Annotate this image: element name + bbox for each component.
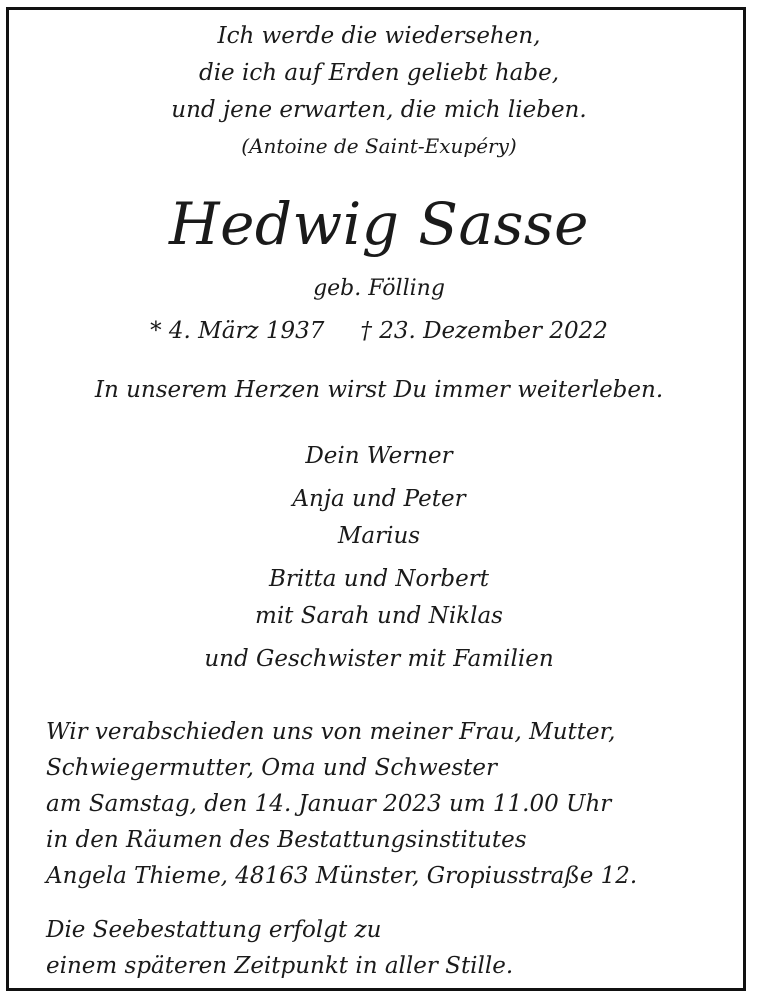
- birth-date: * 4. März 1937: [150, 318, 325, 344]
- mourner-group: [0, 561, 758, 635]
- service-line: Schwiegermutter, Oma und Schwester: [46, 755, 497, 781]
- mourner-line: Marius: [337, 523, 421, 549]
- motto: In unserem Herzen wirst Du immer weiterleben.: [94, 377, 664, 403]
- burial-line: Die Seebestattung erfolgt zu: [46, 917, 382, 943]
- quote-line: die ich auf Erden geliebt habe,: [198, 60, 560, 86]
- quote-block: [0, 18, 758, 129]
- burial-line: einem späteren Zeitpunkt in aller Stille.: [46, 953, 514, 979]
- service-line: Angela Thieme, 48163 Münster, Gropiusstraße 12.: [46, 863, 638, 889]
- quote-line: und jene erwarten, die mich lieben.: [171, 97, 587, 123]
- mourner-group: [0, 438, 758, 475]
- mourner-group: [0, 641, 758, 678]
- mourner-line: und Geschwister mit Familien: [204, 646, 554, 672]
- quote-author: (Antoine de Saint-Exupéry): [241, 134, 517, 158]
- life-dates: [0, 314, 758, 348]
- mourner-line: mit Sarah und Niklas: [255, 603, 503, 629]
- mourners-list: [0, 438, 758, 684]
- burial-note: [46, 912, 738, 984]
- service-line: am Samstag, den 14. Januar 2023 um 11.00 Uhr: [46, 791, 612, 817]
- death-date: † 23. Dezember 2022: [360, 318, 608, 344]
- mourner-line: Britta und Norbert: [269, 566, 489, 592]
- mourner-line: Dein Werner: [305, 443, 453, 469]
- mourner-line: Anja und Peter: [292, 486, 466, 512]
- service-line: Wir verabschieden uns von meiner Frau, Mutter,: [46, 719, 616, 745]
- deceased-name: Hedwig Sasse: [169, 190, 589, 258]
- quote-line: Ich werde die wiedersehen,: [217, 23, 541, 49]
- mourner-group: [0, 481, 758, 555]
- service-line: in den Räumen des Bestattungsinstitutes: [46, 827, 527, 853]
- maiden-name: geb. Fölling: [313, 276, 445, 301]
- service-announcement: [46, 714, 738, 894]
